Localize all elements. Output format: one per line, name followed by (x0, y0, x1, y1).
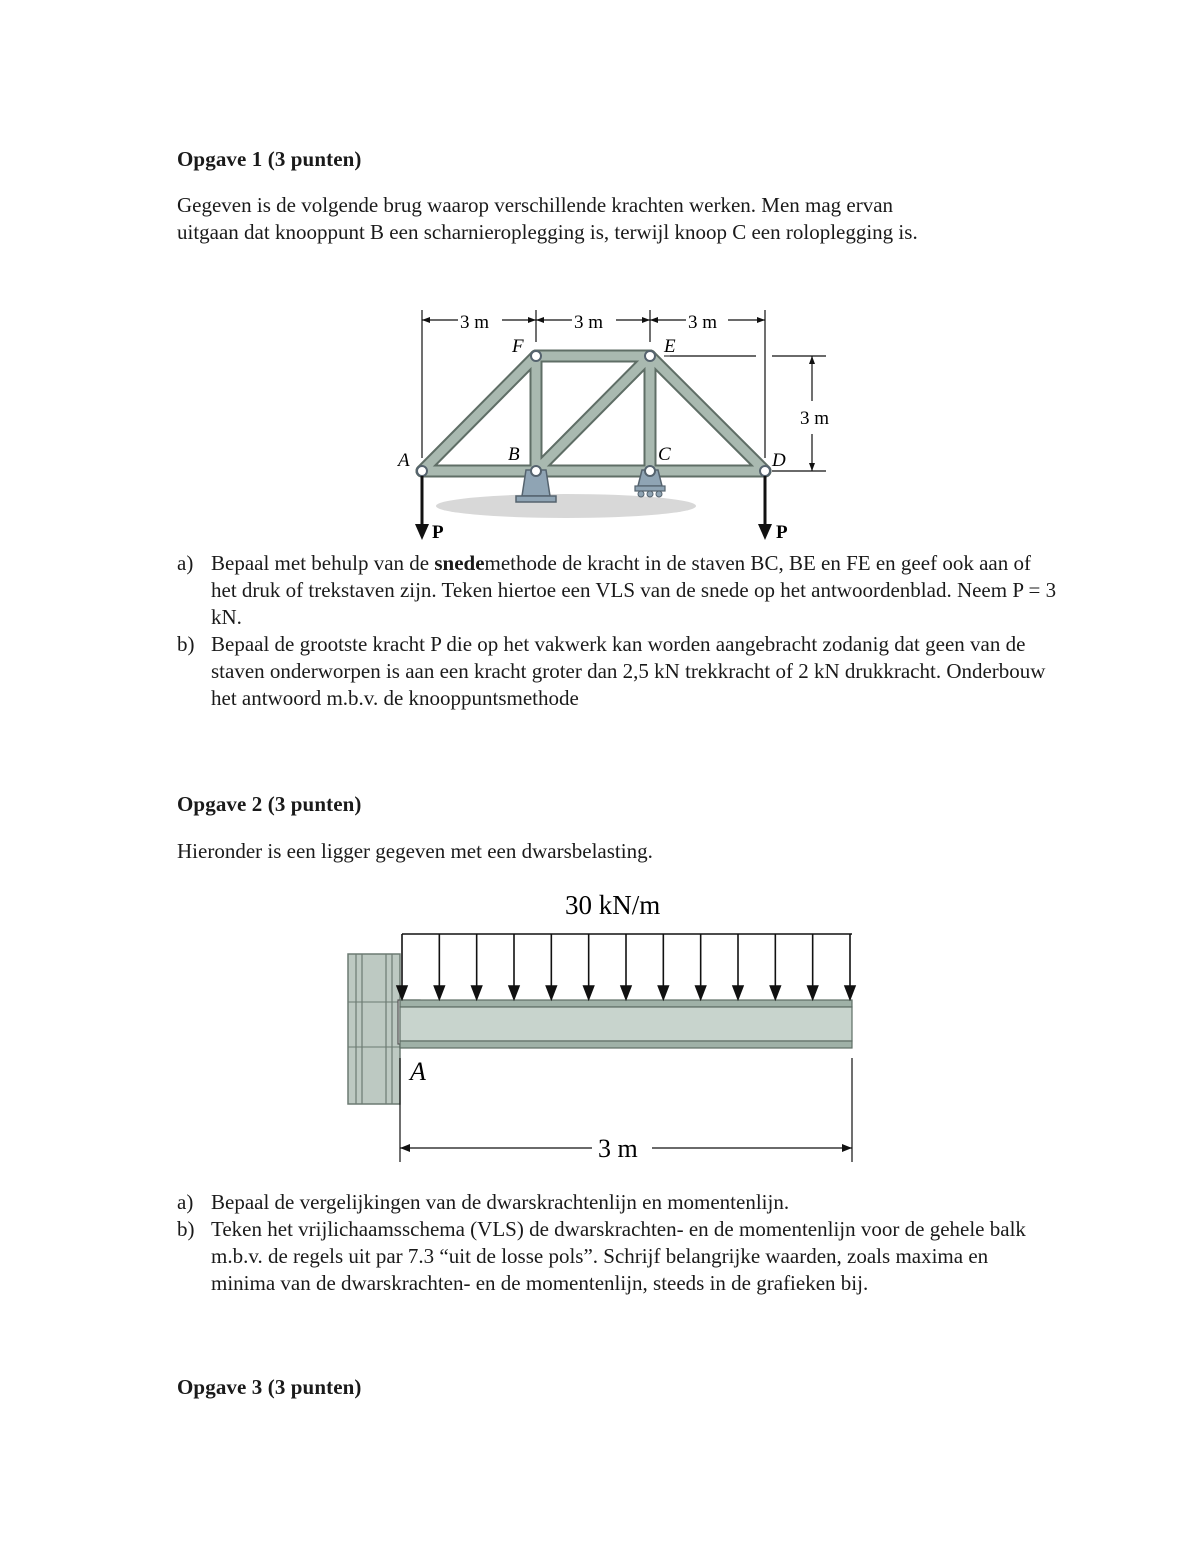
load-arrow-left (415, 476, 429, 540)
opgave-1-questions (177, 550, 1057, 712)
load-label-right: P (776, 522, 788, 543)
beam-length-label: 3 m (598, 1134, 638, 1163)
load-arrow-head (658, 986, 668, 999)
truss-figure (380, 298, 850, 548)
load-arrow-head (546, 986, 556, 999)
dim-label-3: 3 m (688, 312, 718, 333)
opgave-1-intro: Gegeven is de volgende brug waarop verschillende krachten werken. Men mag ervan uitgaan dat knooppunt B een scharnieroplegging is, terwijl knoop C een roloplegging is. (177, 193, 918, 244)
opgave-3-heading: Opgave 3 (3 punten) (177, 1375, 362, 1399)
question-1b: b) Bepaal de grootste kracht P die op het vakwerk kan worden aangebracht zodanig dat geen van de staven onderworpen is aan een kracht groter dan 2,5 kN trekkracht of 2 kN drukkracht. Onderbouw het antwoord m.b.v. de knooppuntsmethode (177, 632, 1046, 710)
opgave-1-heading: Opgave 1 (3 punten) (177, 147, 362, 171)
load-arrow-head (696, 986, 706, 999)
distributed-load-label: 30 kN/m (565, 890, 661, 920)
load-arrow-head (770, 986, 780, 999)
question-2b: b) Teken het vrijlichaamsschema (VLS) de dwarskrachten- en de momentenlijn voor de gehele balk m.b.v. de regels uit par 7.3 “uit de losse pols”. Schrijf belangrijke waarden, zoals maxima en minima van de dwarskrachten- en de momentenlijn, steeds in de grafieken bij. (177, 1217, 1026, 1295)
node-label-c: C (658, 444, 671, 465)
load-arrow-head (472, 986, 482, 999)
opgave-2-heading: Opgave 2 (3 punten) (177, 792, 362, 816)
wall-column (348, 954, 400, 1104)
opgave-2-intro: Hieronder is een ligger gegeven met een dwarsbelasting. (177, 839, 653, 863)
dim-label-height: 3 m (800, 408, 830, 429)
node-label-f: F (512, 336, 524, 357)
load-arrow-head (733, 986, 743, 999)
question-1a: a) Bepaal met behulp van de snedemethode de kracht in de staven BC, BE en FE en geef ook aan of het druk of trekstaven zijn. Teken hiertoe een VLS van de snede op het antwoordenblad. Neem P = 3 kN. (177, 551, 1057, 629)
load-arrow-head (434, 986, 444, 999)
load-arrow-head (509, 986, 519, 999)
load-arrow-head (808, 986, 818, 999)
node-label-b: B (508, 444, 520, 465)
beam-figure (340, 882, 870, 1172)
opgave-2-questions (177, 1189, 1057, 1297)
node-label-a: A (398, 450, 410, 471)
node-label-d: D (772, 450, 786, 471)
load-arrow-head (845, 986, 855, 999)
load-arrow-head (584, 986, 594, 999)
dim-label-1: 3 m (460, 312, 490, 333)
load-label-left: P (432, 522, 444, 543)
support-label-a: A (410, 1057, 426, 1086)
load-arrow-head (621, 986, 631, 999)
node-label-e: E (664, 336, 676, 357)
cantilever-beam (400, 1000, 852, 1048)
dim-label-2: 3 m (574, 312, 604, 333)
question-2a: a) Bepaal de vergelijkingen van de dwarskrachtenlijn en momentenlijn. (177, 1190, 790, 1214)
load-arrow-right (758, 476, 772, 540)
